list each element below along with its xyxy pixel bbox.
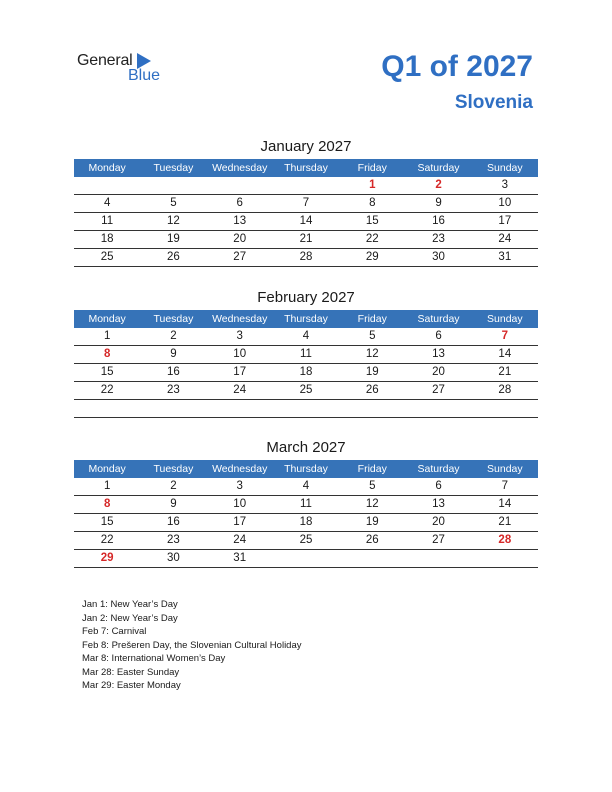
day-cell: 16 (167, 366, 180, 378)
empty-day-cell (140, 177, 206, 194)
weekday-label: Thursday (284, 463, 328, 475)
day-cell: 13 (432, 348, 445, 360)
day-cell: 12 (365, 498, 379, 510)
day-cell: 7 (501, 330, 509, 342)
empty-day-cell (405, 400, 471, 417)
day-cell: 13 (233, 215, 247, 227)
day-cell: 26 (365, 534, 379, 546)
day-cell: 8 (103, 348, 111, 360)
day-cell: 4 (103, 197, 111, 209)
day-cell: 27 (233, 251, 247, 263)
day-cell: 25 (100, 251, 114, 263)
generalblue-logo (77, 52, 187, 92)
day-cell: 20 (432, 366, 445, 378)
week-row (74, 213, 538, 231)
holiday-entry: Mar 28: Easter Sunday (82, 666, 180, 678)
holiday-entry: Jan 1: New Year’s Day (82, 599, 178, 610)
day-cell: 19 (365, 516, 379, 528)
weekday-label: Wednesday (212, 463, 268, 475)
holiday-entry: Jan 2: New Year’s Day (82, 612, 178, 624)
week-row (74, 346, 538, 364)
holiday-entry: Mar 29: Easter Monday (82, 680, 181, 691)
day-cell: 20 (233, 233, 247, 245)
day-cell: 15 (365, 215, 379, 227)
week-row (74, 478, 538, 496)
day-cell: 19 (365, 366, 379, 378)
empty-day-cell (273, 400, 339, 417)
day-cell: 9 (170, 348, 177, 360)
day-cell: 10 (233, 348, 247, 360)
week-row (74, 496, 538, 514)
day-cell: 30 (167, 552, 180, 564)
weekday-label: Saturday (417, 162, 460, 174)
week-row (74, 532, 538, 550)
holiday-entry: Feb 7: Carnival (82, 626, 147, 637)
day-cell: 29 (365, 251, 379, 263)
day-cell: 28 (498, 534, 512, 546)
day-cell: 29 (100, 552, 114, 564)
day-cell: 31 (233, 552, 247, 564)
day-cell: 11 (300, 498, 312, 510)
logo-text-general: General (77, 52, 133, 69)
day-cell: 12 (167, 215, 180, 227)
empty-day-cell (339, 400, 405, 417)
month-february (74, 288, 538, 418)
day-cell: 1 (369, 179, 376, 191)
day-cell: 2 (170, 480, 177, 492)
day-cell: 27 (432, 384, 445, 396)
day-cell: 24 (498, 233, 512, 245)
day-cell: 17 (233, 516, 247, 528)
weekday-label: Monday (88, 313, 126, 325)
weekday-label: Sunday (487, 463, 523, 475)
holiday-list (82, 598, 302, 693)
week-row (74, 328, 538, 346)
month-title: January 2027 (260, 138, 352, 155)
weekday-label: Monday (88, 162, 126, 174)
weekday-label: Tuesday (153, 313, 194, 325)
day-cell: 15 (100, 366, 114, 378)
month-title: March 2027 (266, 439, 346, 456)
day-cell: 19 (167, 233, 180, 245)
week-row (74, 231, 538, 249)
day-cell: 30 (432, 251, 445, 263)
day-cell: 9 (435, 197, 442, 209)
day-cell: 4 (302, 480, 310, 492)
day-cell: 1 (103, 480, 111, 492)
day-cell: 4 (302, 330, 310, 342)
day-cell: 25 (299, 384, 313, 396)
empty-day-cell (472, 550, 538, 567)
day-cell: 22 (100, 384, 114, 396)
day-cell: 22 (365, 233, 379, 245)
day-cell: 2 (435, 179, 442, 191)
holiday-entry: Mar 8: International Women’s Day (82, 653, 226, 664)
day-cell: 6 (435, 480, 442, 492)
day-cell: 1 (103, 330, 111, 342)
day-cell: 17 (233, 366, 247, 378)
weekday-label: Friday (357, 162, 387, 174)
week-row (74, 249, 538, 267)
weekday-label: Thursday (284, 162, 328, 174)
weekday-label: Sunday (487, 313, 523, 325)
day-cell: 17 (498, 215, 512, 227)
day-cell: 10 (498, 197, 512, 209)
day-cell: 23 (167, 384, 180, 396)
day-cell: 15 (100, 516, 114, 528)
day-cell: 16 (432, 215, 445, 227)
day-cell: 7 (501, 480, 509, 492)
day-cell: 14 (299, 215, 313, 227)
month-title: February 2027 (257, 289, 355, 306)
day-cell: 28 (299, 251, 313, 263)
day-cell: 28 (498, 384, 512, 396)
day-cell: 24 (233, 534, 247, 546)
week-row (74, 400, 538, 418)
weekday-label: Tuesday (153, 463, 194, 475)
day-cell: 24 (233, 384, 247, 396)
empty-day-cell (273, 550, 339, 567)
week-row (74, 195, 538, 213)
day-cell: 21 (498, 516, 512, 528)
day-cell: 31 (498, 251, 512, 263)
day-cell: 26 (365, 384, 379, 396)
empty-day-cell (140, 400, 206, 417)
day-cell: 22 (100, 534, 114, 546)
empty-day-cell (405, 550, 471, 567)
day-cell: 3 (236, 330, 243, 342)
day-cell: 18 (299, 366, 313, 378)
week-row (74, 514, 538, 532)
day-cell: 5 (369, 330, 376, 342)
day-cell: 3 (501, 179, 509, 191)
weekday-label: Wednesday (212, 162, 268, 174)
holiday-entry: Feb 8: Prešeren Day, the Slovenian Cultural Holiday (82, 639, 302, 651)
weekday-label: Tuesday (153, 162, 194, 174)
weekday-label: Sunday (487, 162, 523, 174)
day-cell: 16 (167, 516, 180, 528)
empty-day-cell (74, 400, 140, 417)
day-cell: 5 (369, 480, 376, 492)
day-cell: 27 (432, 534, 445, 546)
empty-day-cell (339, 550, 405, 567)
day-cell: 11 (101, 215, 114, 227)
day-cell: 18 (100, 233, 114, 245)
day-cell: 6 (236, 197, 243, 209)
day-cell: 23 (432, 233, 445, 245)
day-cell: 12 (365, 348, 379, 360)
day-cell: 21 (498, 366, 512, 378)
weekday-label: Monday (88, 463, 126, 475)
weekday-label: Saturday (417, 313, 460, 325)
week-row (74, 550, 538, 568)
day-cell: 20 (432, 516, 445, 528)
week-row (74, 382, 538, 400)
day-cell: 11 (300, 348, 312, 360)
day-cell: 3 (236, 480, 243, 492)
empty-day-cell (207, 400, 273, 417)
weekday-label: Friday (357, 313, 387, 325)
weekday-label: Friday (357, 463, 387, 475)
weekday-label: Wednesday (212, 313, 268, 325)
day-cell: 2 (170, 330, 177, 342)
day-cell: 5 (170, 197, 177, 209)
empty-day-cell (74, 177, 140, 194)
day-cell: 14 (498, 498, 512, 510)
day-cell: 13 (432, 498, 445, 510)
day-cell: 9 (170, 498, 177, 510)
day-cell: 26 (167, 251, 180, 263)
weekday-label: Thursday (284, 313, 328, 325)
weekday-header (74, 460, 538, 478)
day-cell: 10 (233, 498, 247, 510)
weekday-header (74, 159, 538, 177)
empty-day-cell (472, 400, 538, 417)
day-cell: 25 (299, 534, 313, 546)
empty-day-cell (273, 177, 339, 194)
week-row (74, 364, 538, 382)
day-cell: 23 (167, 534, 180, 546)
day-cell: 18 (299, 516, 313, 528)
day-cell: 8 (103, 498, 111, 510)
week-row (74, 177, 538, 195)
day-cell: 21 (299, 233, 313, 245)
day-cell: 8 (369, 197, 376, 209)
country-name: Slovenia (454, 92, 533, 113)
day-cell: 6 (435, 330, 442, 342)
logo-text-blue: Blue (128, 67, 161, 84)
weekday-header (74, 310, 538, 328)
month-january (74, 137, 538, 267)
weekday-label: Saturday (417, 463, 460, 475)
day-cell: 14 (498, 348, 512, 360)
month-march (74, 438, 538, 568)
page-title: Q1 of 2027 (381, 50, 533, 83)
day-cell: 7 (302, 197, 310, 209)
empty-day-cell (207, 177, 273, 194)
